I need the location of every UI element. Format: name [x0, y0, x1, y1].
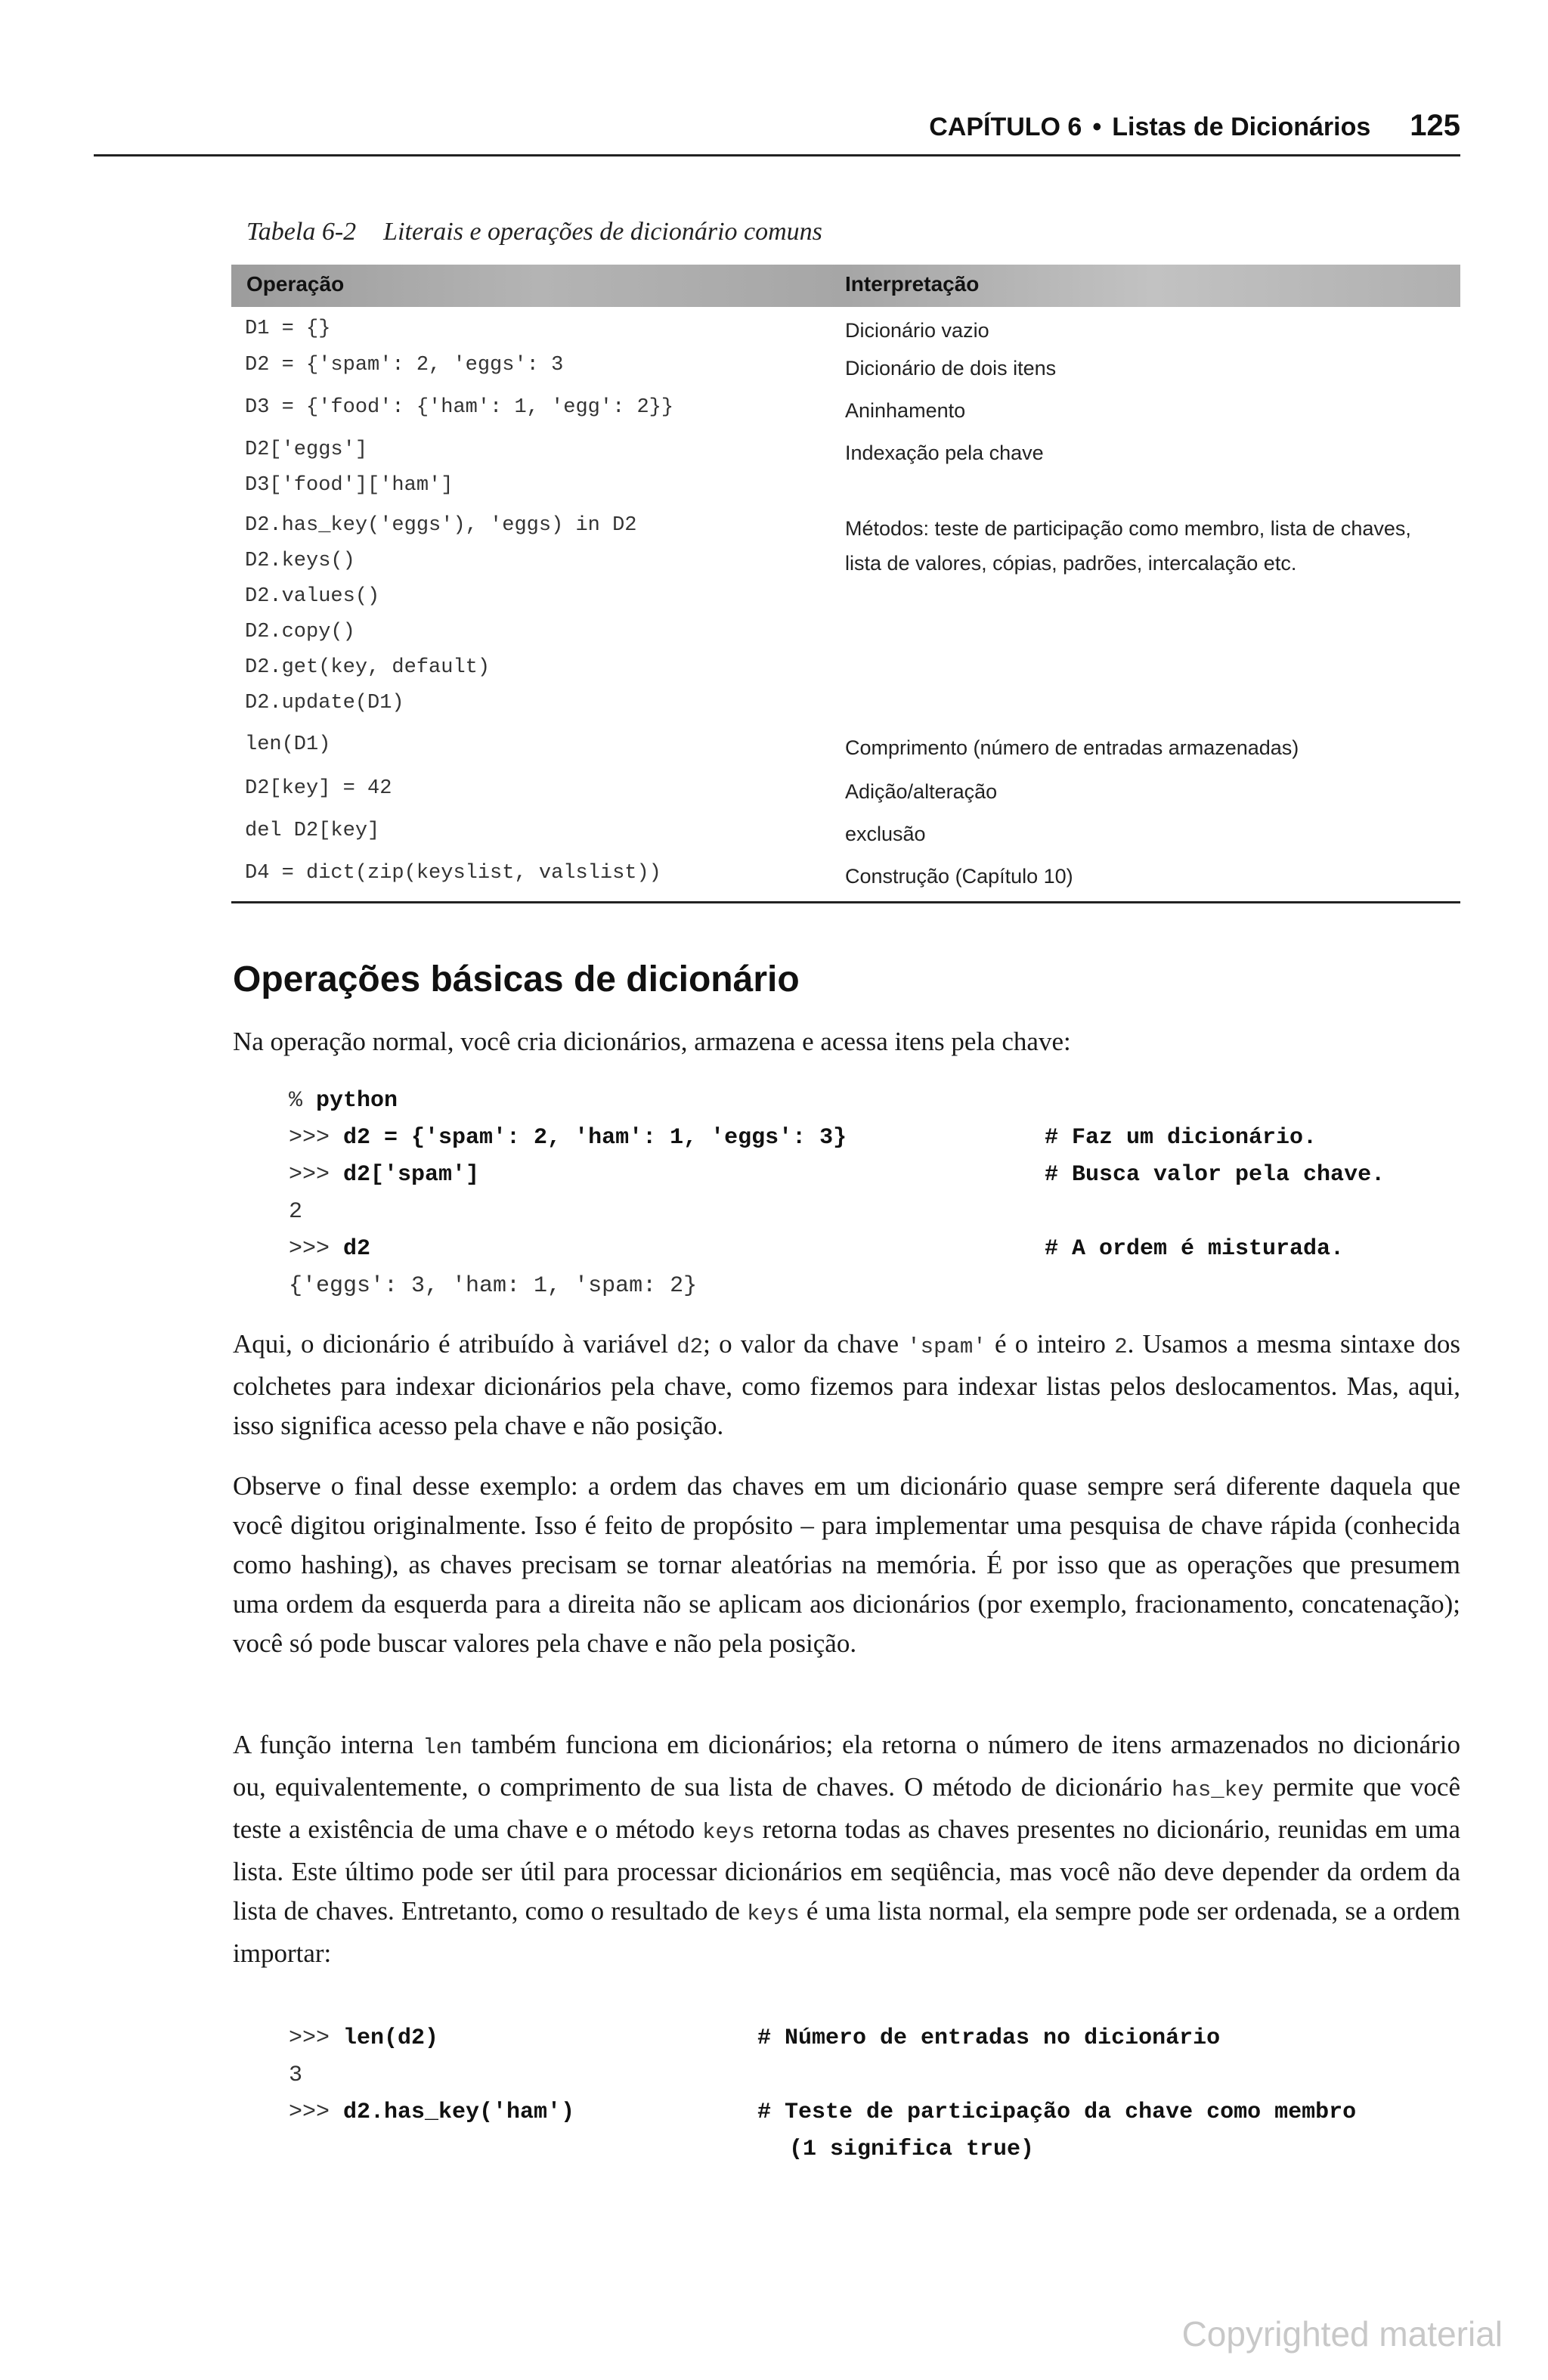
operation-code: D2.copy() [245, 621, 355, 643]
table-caption-number: Tabela 6-2 [246, 218, 357, 246]
code-line: >>> d2 # A ordem é misturada. [289, 1231, 1468, 1268]
interpretation-text: Dicionário vazio [845, 319, 989, 342]
operation-code: del D2[key] [245, 820, 380, 842]
table-header-row [231, 265, 1460, 307]
operation-code: D3['food']['ham'] [245, 474, 454, 497]
paragraph-len-haskey: A função interna len também funciona em dicionários; ela retorna o número de itens armazenados no dicionário ou, equivalentemente, o comprimento de sua lista de chaves. O método de dicionário has_key permite que você teste a existência de uma chave e o método keys retorna todas as chaves presentes no dicionário, reunidas em uma lista. Este último pode ser útil para processar dicionários em seqüência, mas você não deve depender da ordem da lista de chaves. Entretanto, como o resultado de keys é uma lista normal, ela sempre pode ser ordenada, se a ordem importar: [233, 1730, 1460, 1968]
code-comment: # Teste de participação da chave como membro [757, 2100, 1357, 2125]
chapter-title: Listas de Dicionários [1112, 113, 1371, 141]
table-row [231, 856, 1460, 901]
table-row [231, 508, 1460, 727]
operation-code: D2['eggs'] [245, 439, 368, 461]
column-header-operation: Operação [246, 272, 345, 296]
intro-paragraph: Na operação normal, você cria dicionários, armazena e acessa itens pela chave: [233, 1027, 1071, 1056]
paragraph-dictionary-assignment: Aqui, o dicionário é atribuído à variável d2; o valor da chave 'spam' é o inteiro 2. Usamos a mesma sintaxe dos colchetes para indexar dicionários pela chave, como fizemos para indexar listas pelos deslocamentos. Mas, aqui, isso significa acesso pela chave e não posição. [233, 1329, 1460, 1440]
table-row [231, 771, 1460, 813]
code-comment: # Número de entradas no dicionário [757, 2025, 1221, 2051]
chapter-label: CAPÍTULO 6 [929, 113, 1082, 141]
code-output: 2 [289, 1199, 303, 1225]
code-line: >>> len(d2) # Número de entradas no dicionário [289, 2020, 1468, 2057]
operation-code: D1 = {} [245, 318, 331, 340]
table-row [231, 432, 1460, 508]
table-row [231, 348, 1460, 390]
interpretation-text: Dicionário de dois itens [845, 357, 1057, 380]
code-comment: # A ordem é misturada. [1045, 1236, 1345, 1262]
operation-code: D2.values() [245, 585, 380, 608]
operation-code: D2.get(key, default) [245, 656, 491, 679]
code-output: 3 [289, 2062, 303, 2088]
table-caption [246, 218, 822, 246]
interpretation-text: Aninhamento [845, 399, 966, 422]
table-row [231, 813, 1460, 856]
interpretation-text: Comprimento (número de entradas armazenadas) [845, 736, 1299, 759]
interpretation-text: Construção (Capítulo 10) [845, 865, 1073, 888]
table-caption-title: Literais e operações de dicionário comuns [383, 218, 822, 246]
operation-code: D2[key] = 42 [245, 777, 392, 800]
code-comment: # Faz um dicionário. [1045, 1125, 1317, 1151]
running-header [94, 106, 1460, 156]
header-text [929, 109, 1460, 143]
interpretation-text: Adição/alteração [845, 780, 998, 803]
code-example-1 [289, 1083, 1468, 1305]
interpretation-text: Indexação pela chave [845, 442, 1044, 464]
operation-code: D2.has_key('eggs'), 'eggs) in D2 [245, 514, 637, 537]
dictionary-operations-table [231, 265, 1460, 903]
operation-code: D4 = dict(zip(keyslist, valslist)) [245, 862, 661, 885]
paragraph-key-order: Observe o final desse exemplo: a ordem das chaves em um dicionário quase sempre será diferente daquela que você digitou originalmente. Isso é feito de propósito – para implementar uma pesquisa de chave rápida (conhecida como hashing), as chaves precisam se tornar aleatórias na memória. É por isso que as operações que presumem uma ordem da esquerda para a direita não se aplicam aos dicionários (por exemplo, fracionamento, concatenação); você só pode buscar valores pela chave e não pela posição. [233, 1471, 1460, 1658]
section-heading: Operações básicas de dicionário [233, 959, 800, 999]
code-example-2 [289, 2020, 1468, 2168]
column-header-interpretation: Interpretação [845, 272, 980, 296]
code-line [289, 2131, 1468, 2168]
operation-code: D2.update(D1) [245, 692, 404, 714]
header-bullet: • [1092, 113, 1102, 141]
code-line: % python [289, 1088, 398, 1114]
operation-code: D2.keys() [245, 550, 355, 572]
code-line: >>> d2['spam'] # Busca valor pela chave. [289, 1157, 1468, 1194]
interpretation-text: exclusão [845, 823, 926, 845]
code-line: >>> d2 = {'spam': 2, 'ham': 1, 'eggs': 3} # Faz um dicionário. [289, 1120, 1468, 1157]
code-comment-continuation: (1 significa true) [789, 2137, 1035, 2162]
operation-code: D2 = {'spam': 2, 'eggs': 3 [245, 354, 564, 377]
copyright-watermark: Copyrighted material [1181, 2314, 1503, 2354]
table-row [231, 307, 1460, 348]
code-output: {'eggs': 3, 'ham: 1, 'spam: 2} [289, 1273, 698, 1299]
interpretation-text: Métodos: teste de participação como membro, lista de chaves, lista de valores, cópias, padrões, intercalação etc. [845, 517, 1411, 575]
table-row [231, 390, 1460, 432]
operation-code: D3 = {'food': {'ham': 1, 'egg': 2}} [245, 396, 674, 419]
operation-code: len(D1) [245, 733, 331, 756]
code-line: >>> d2.has_key('ham') # Teste de participação da chave como membro [289, 2094, 1468, 2131]
code-comment: # Busca valor pela chave. [1045, 1162, 1385, 1188]
table-row [231, 727, 1460, 771]
page-number: 125 [1410, 109, 1460, 142]
